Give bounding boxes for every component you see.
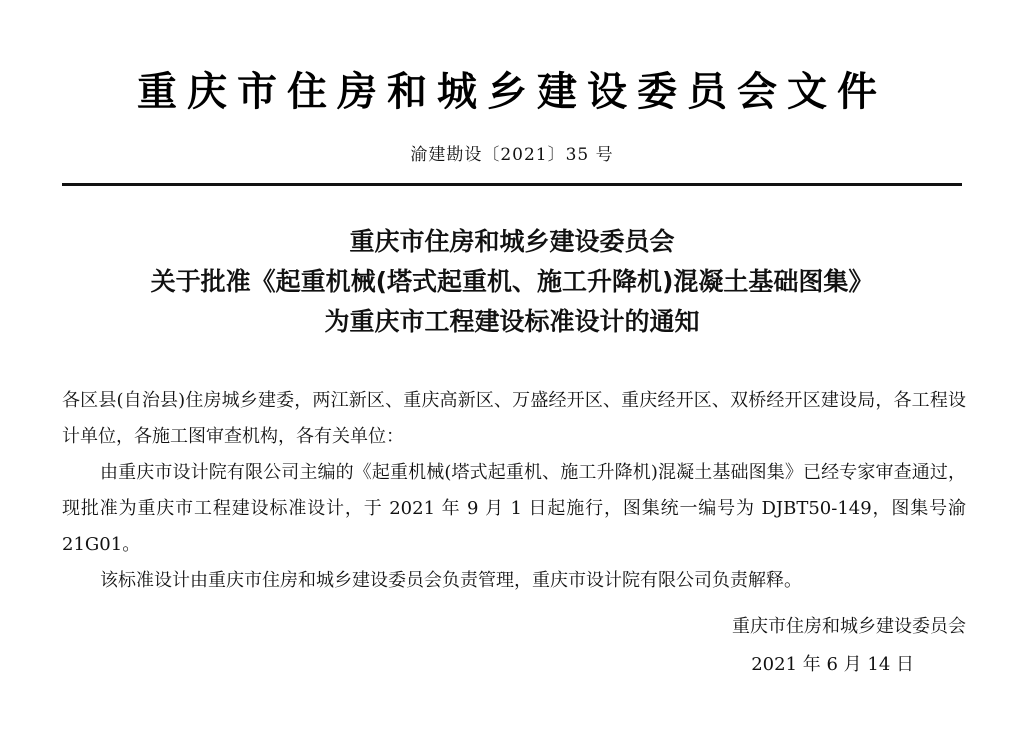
notice-body [62, 383, 966, 599]
notice-title-line-2: 关于批准《起重机械(塔式起重机、施工升降机)混凝土基础图集》 [150, 267, 874, 296]
issue-date: 2021 年 6 月 14 日 [751, 654, 914, 675]
management-paragraph: 该标准设计由重庆市住房和城乡建设委员会负责管理，重庆市设计院有限公司负责解释。 [100, 570, 802, 591]
notice-title-line-1: 重庆市住房和城乡建设委员会 [349, 227, 675, 256]
notice-title-line-3: 为重庆市工程建设标准设计的通知 [324, 307, 700, 336]
approval-paragraph: 由重庆市设计院有限公司主编的《起重机械(塔式起重机、施工升降机)混凝土基础图集》已经专家审查通过，现批准为重庆市工程建设标准设计，于 2021 年 9 月 1 日起施行，图集统一编号为 DJBT50-149，图集号渝 21G01。 [62, 462, 967, 555]
addressees-paragraph: 各区县(自治县)住房城乡建委，两江新区、重庆高新区、万盛经开区、重庆经开区、双桥经开区建设局，各工程设计单位，各施工图审查机构，各有关单位： [62, 390, 966, 447]
document-number: 渝建勘设〔2021〕35 号 [410, 145, 614, 165]
issuer-header-title: 重庆市住房和城乡建设委员会文件 [137, 68, 887, 115]
notice-title [0, 222, 1024, 342]
issuer-signature: 重庆市住房和城乡建设委员会 [732, 616, 966, 637]
header-divider [62, 183, 962, 186]
